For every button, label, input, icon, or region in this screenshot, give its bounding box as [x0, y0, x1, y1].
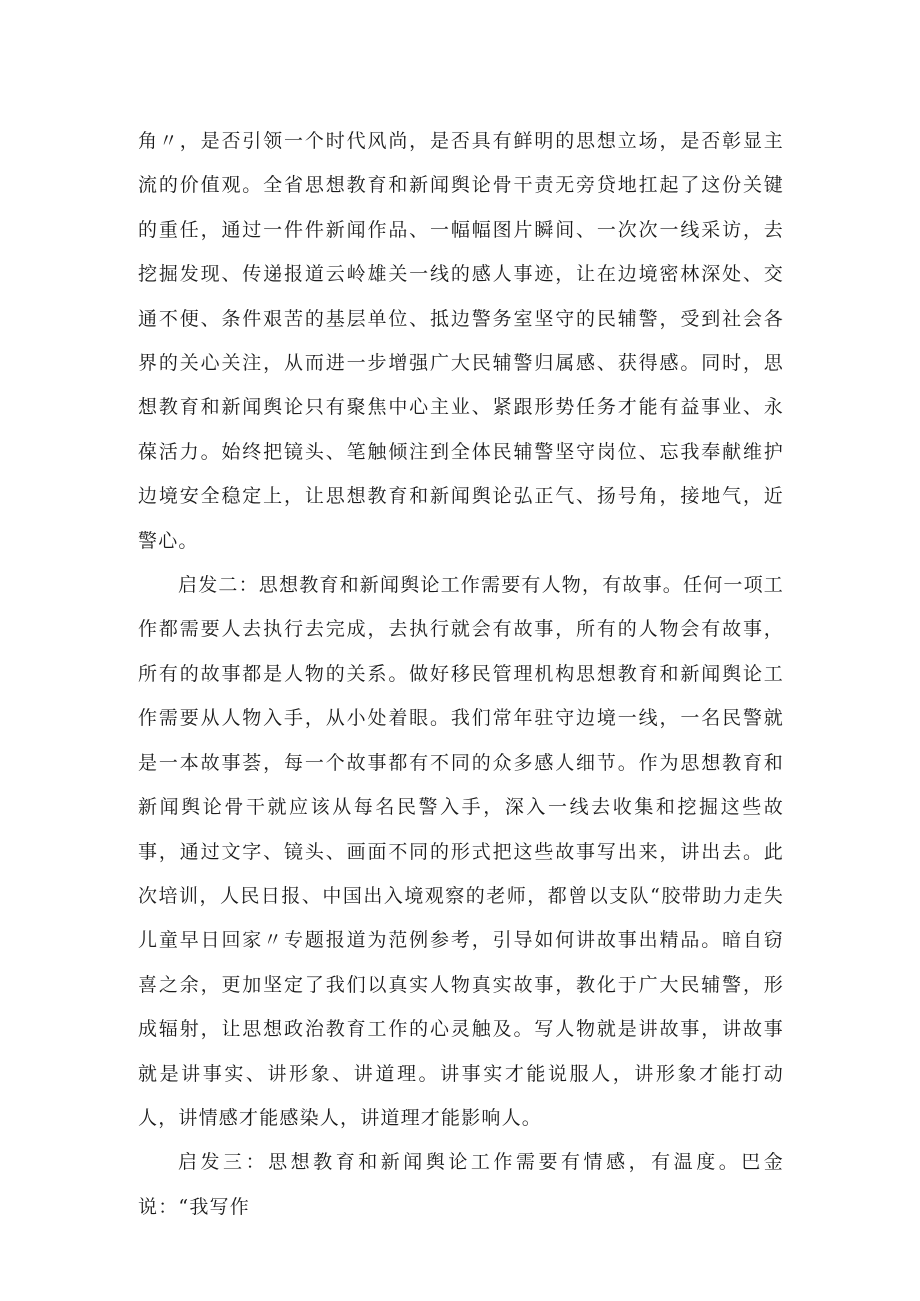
document-body: [138, 119, 784, 1229]
paragraph-values-continued: 角〃，是否引领一个时代风尚，是否具有鲜明的思想立场，是否彰显主流的价值观。全省思想教育和新闻舆论骨干责无旁贷地扛起了这份关键的重任，通过一件件新闻作品、一幅幅图片瞬间、一次次一线采访，去挖掘发现、传递报道云岭雄关一线的感人事迹，让在边境密林深处、交通不便、条件艰苦的基层单位、抵边警务室坚守的民辅警，受到社会各界的关心关注，从而进一步增强广大民辅警归属感、获得感。同时，思想教育和新闻舆论只有聚焦中心主业、紧跟形势任务才能有益事业、永葆活力。始终把镜头、笔触倾注到全体民辅警坚守岗位、忘我奉献维护边境安全稳定上，让思想教育和新闻舆论弘正气、扬号角，接地气，近警心。: [138, 130, 784, 552]
paragraph-insight-three: 启发三：思想教育和新闻舆论工作需要有情感，有温度。巴金说：“我写作: [138, 1151, 784, 1218]
paragraph-insight-two: 启发二：思想教育和新闻舆论工作需要有人物，有故事。任何一项工作都需要人去执行去完成，去执行就会有故事，所有的人物会有故事，所有的故事都是人物的关系。做好移民管理机构思想教育和新闻舆论工作需要从人物入手，从小处着眼。我们常年驻守边境一线，一名民警就是一本故事荟，每一个故事都有不同的众多感人细节。作为思想教育和新闻舆论骨干就应该从每名民警入手，深入一线去收集和挖掘这些故事，通过文字、镜头、画面不同的形式把这些故事写出来，讲出去。此次培训，人民日报、中国出入境观察的老师，都曾以支队“胶带助力走失儿童早日回家〃专题报道为范例参考，引导如何讲故事出精品。暗自窃喜之余，更加坚定了我们以真实人物真实故事，教化于广大民辅警，形成辐射，让思想政治教育工作的心灵触及。写人物就是讲故事，讲故事就是讲事实、讲形象、讲道理。讲事实才能说服人，讲形象才能打动人，讲情感才能感染人，讲道理才能影响人。: [138, 574, 785, 1129]
